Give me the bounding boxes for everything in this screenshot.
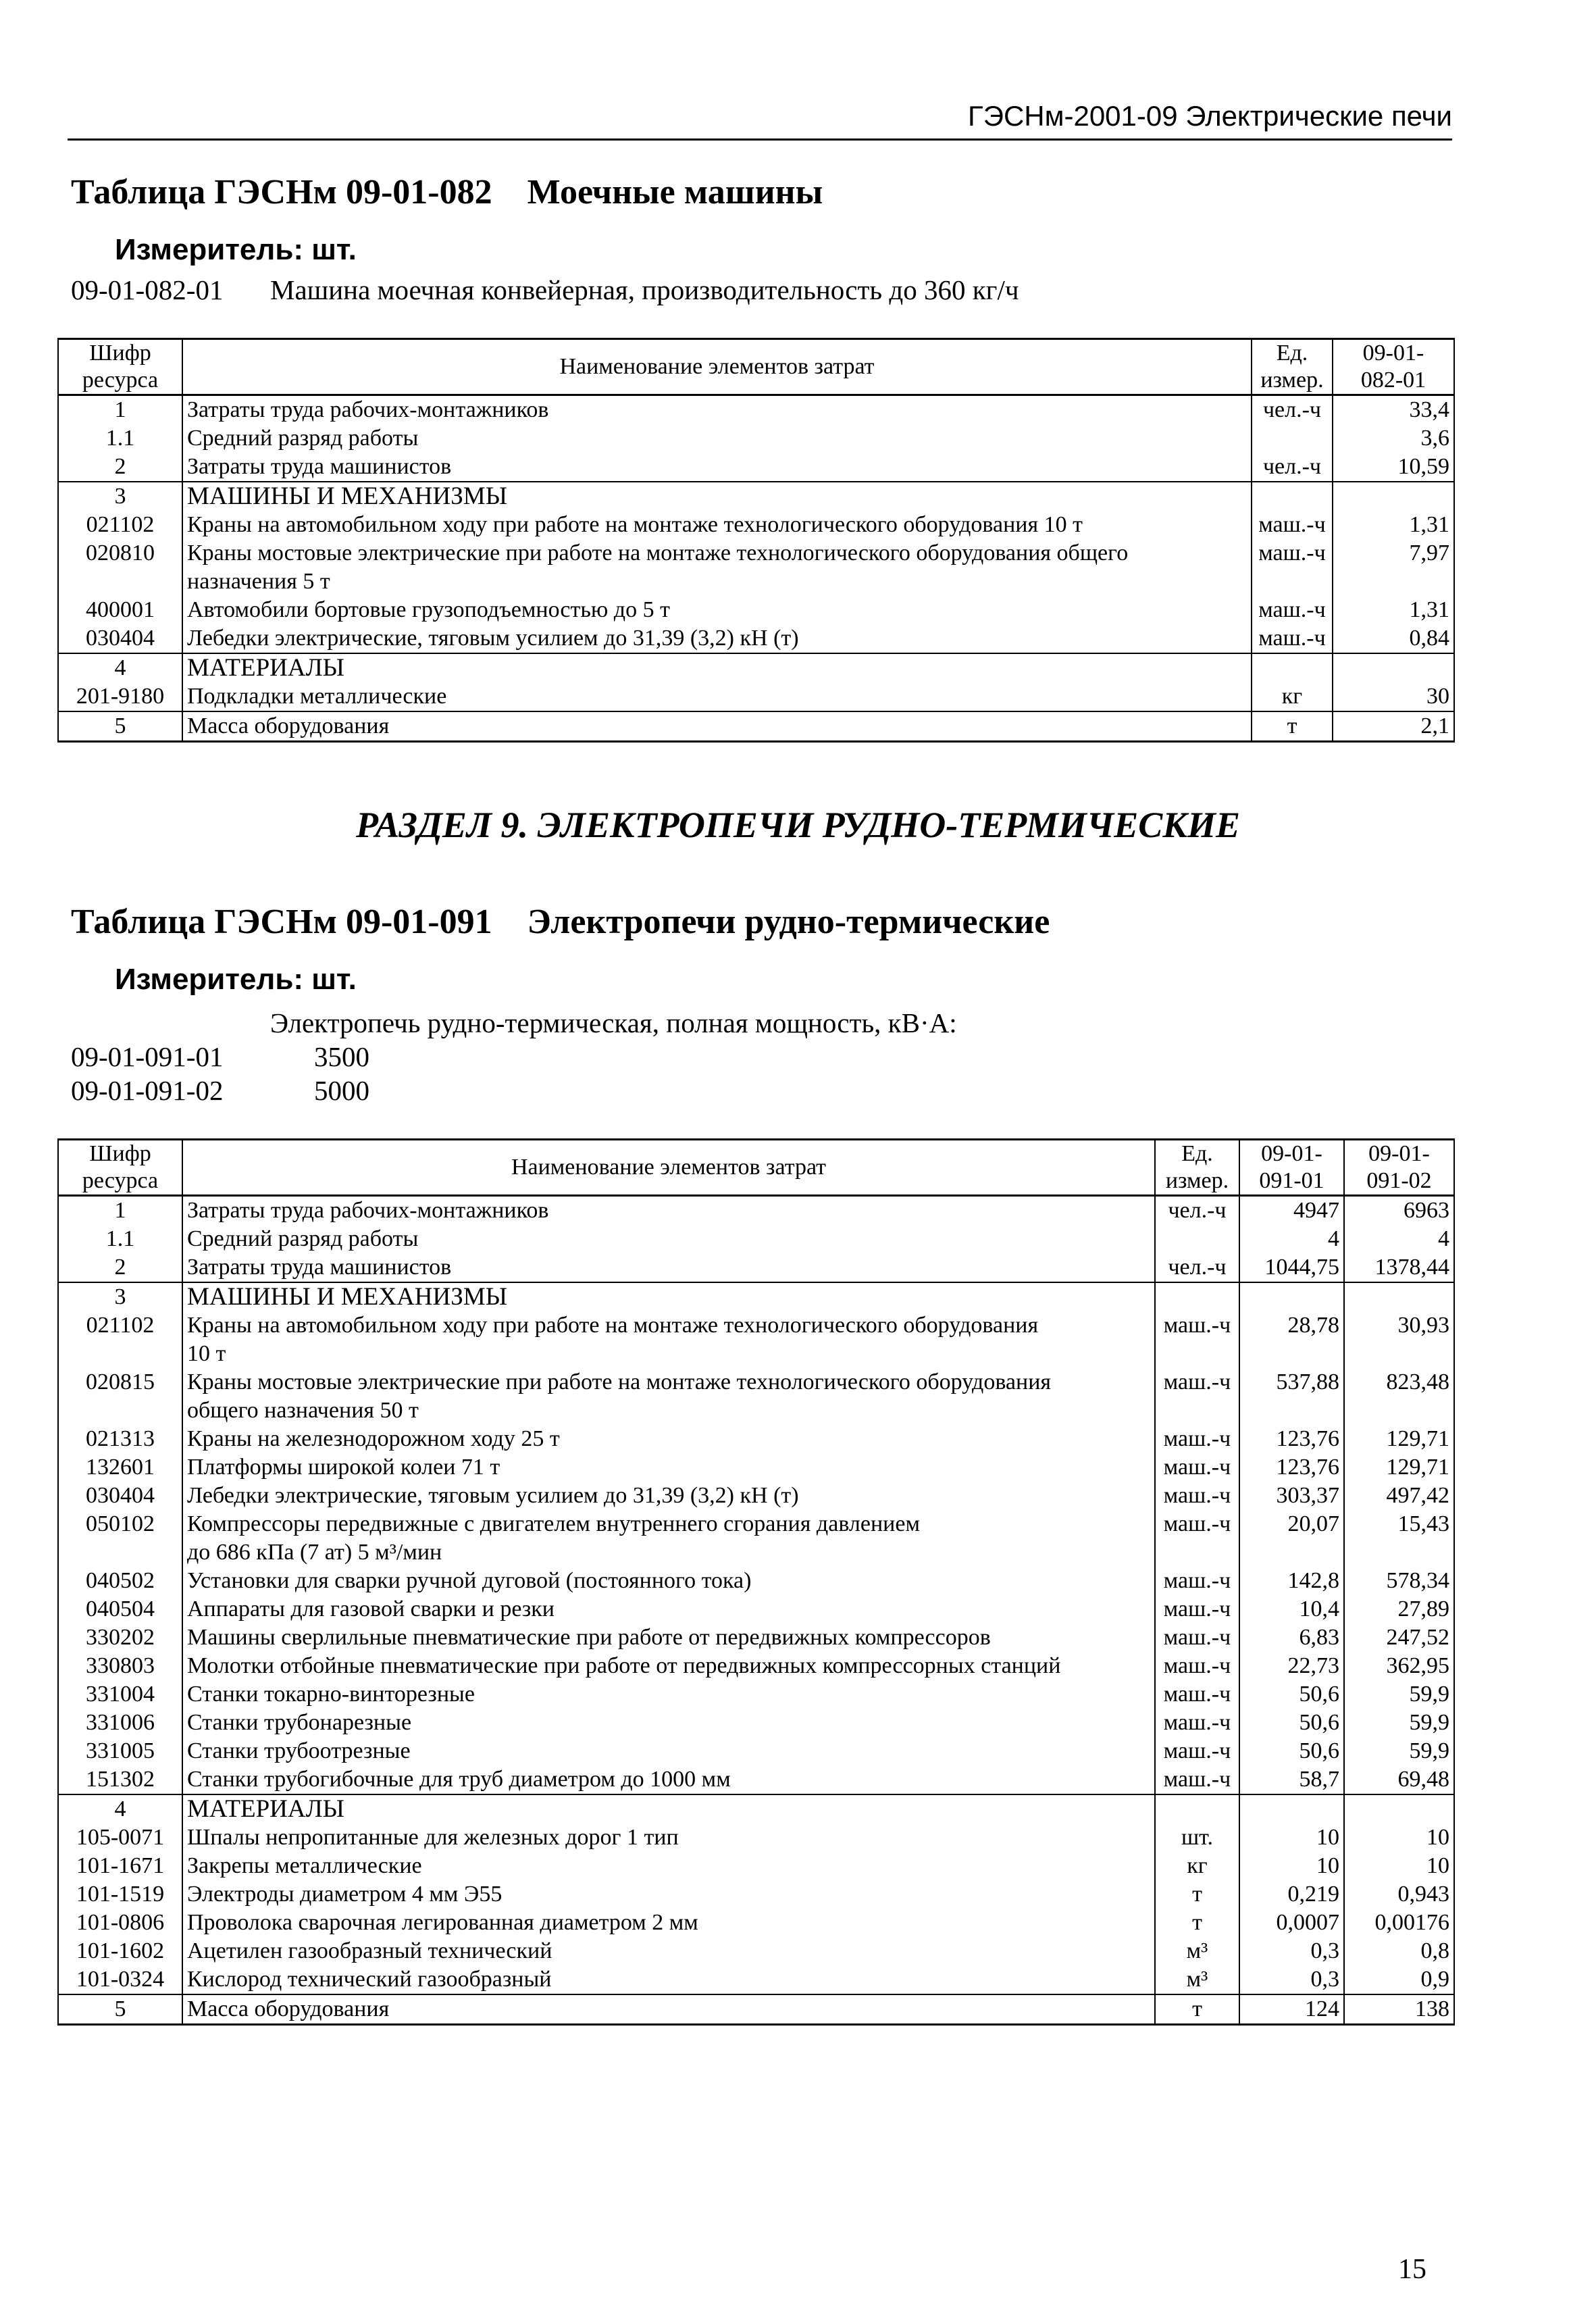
header-code-line2: ресурса: [82, 1168, 159, 1193]
cell-unit: маш.-ч: [1155, 1453, 1239, 1482]
table-1-description: Машина моечная конвейерная, производительность до 360 кг/ч: [270, 274, 1019, 305]
header-col-2-line2: 091-02: [1366, 1168, 1432, 1193]
cell-value-1: 10,59: [1333, 453, 1454, 482]
cell-code: [58, 1538, 182, 1567]
header-code-line1: Шифр: [89, 341, 151, 366]
variant-code: 09-01-091-02: [71, 1075, 224, 1106]
header-code: [58, 1140, 182, 1196]
cell-value-2: 129,71: [1344, 1453, 1454, 1482]
cell-name: Проволока сварочная легированная диаметром 2 мм: [182, 1909, 1155, 1937]
cell-code: 101-0324: [58, 1965, 182, 1994]
cell-name: Подкладки металлические: [182, 682, 1252, 711]
header-code-line1: Шифр: [89, 1141, 151, 1166]
cell-value-1: 1,31: [1333, 511, 1454, 539]
cell-unit: маш.-ч: [1155, 1595, 1239, 1624]
cell-unit: кг: [1252, 682, 1333, 711]
table-row: [58, 1453, 1454, 1482]
cell-code: 1.1: [58, 1225, 182, 1253]
header-unit-line1: Ед.: [1276, 341, 1308, 366]
header-col-1-line1: 09-01-: [1261, 1141, 1322, 1166]
cell-value-1: 50,6: [1239, 1709, 1344, 1737]
cell-value-2: 823,48: [1344, 1368, 1454, 1397]
cell-name: Краны мостовые электрические при работе на монтаже технологического оборудования общего: [182, 539, 1252, 568]
cell-value-1: 1,31: [1333, 596, 1454, 624]
header-code-line2: ресурса: [82, 368, 159, 393]
table-2-title: [71, 902, 1050, 942]
cell-name: Платформы широкой колеи 71 т: [182, 1453, 1155, 1482]
cell-value-2: [1344, 1794, 1454, 1823]
cell-value-2: 30,93: [1344, 1311, 1454, 1340]
cell-code: 105-0071: [58, 1823, 182, 1852]
cell-value-2: 0,9: [1344, 1965, 1454, 1994]
cell-name: Краны на железнодорожном ходу 25 т: [182, 1425, 1155, 1453]
cell-value-1: 142,8: [1239, 1567, 1344, 1595]
cell-unit: маш.-ч: [1155, 1425, 1239, 1453]
section-heading: РАЗДЕЛ 9. ЭЛЕКТРОПЕЧИ РУДНО-ТЕРМИЧЕСКИЕ: [356, 805, 1240, 845]
cell-code: 050102: [58, 1510, 182, 1538]
cell-unit: маш.-ч: [1155, 1737, 1239, 1765]
cell-value-2: 69,48: [1344, 1765, 1454, 1794]
cell-name: Шпалы непропитанные для железных дорог 1 тип: [182, 1823, 1155, 1852]
cell-code: 021102: [58, 511, 182, 539]
cell-name: общего назначения 50 т: [182, 1397, 1155, 1425]
header-unit: [1155, 1140, 1239, 1196]
cell-name: Затраты труда машинистов: [182, 453, 1252, 482]
cell-unit: маш.-ч: [1155, 1567, 1239, 1595]
cell-code: 040502: [58, 1567, 182, 1595]
cell-unit: [1155, 1340, 1239, 1368]
cell-code: 3: [58, 482, 182, 511]
cell-code: 151302: [58, 1765, 182, 1794]
table-row: [58, 1538, 1454, 1567]
header-unit-line1: Ед.: [1181, 1141, 1213, 1166]
table-row: [58, 1282, 1454, 1311]
cell-unit: кг: [1155, 1852, 1239, 1880]
cell-value-2: 0,8: [1344, 1937, 1454, 1965]
cell-code: 400001: [58, 596, 182, 624]
table-row: [58, 1880, 1454, 1909]
table-2-title-name: Электропечи рудно-термические: [527, 903, 1050, 941]
cell-value-1: 537,88: [1239, 1368, 1344, 1397]
table-row: [58, 1595, 1454, 1624]
cell-name: Автомобили бортовые грузоподъемностью до 5 т: [182, 596, 1252, 624]
cell-value-2: 497,42: [1344, 1482, 1454, 1510]
header-col-1: [1333, 339, 1454, 395]
cell-name: МАТЕРИАЛЫ: [182, 1794, 1155, 1823]
cell-unit: м³: [1155, 1965, 1239, 1994]
table-row: [58, 424, 1454, 453]
cell-code: 030404: [58, 1482, 182, 1510]
header-col-1-line2: 082-01: [1360, 368, 1426, 393]
cell-value-1: 0,3: [1239, 1937, 1344, 1965]
cell-name: Затраты труда рабочих-монтажников: [182, 395, 1252, 425]
table-2-header-row: [58, 1140, 1454, 1196]
table-row: [58, 1794, 1454, 1823]
table-row: [58, 596, 1454, 624]
table-row: [58, 1567, 1454, 1595]
cell-name: Средний разряд работы: [182, 1225, 1155, 1253]
cell-value-1: [1333, 653, 1454, 682]
cell-value-1: 6,83: [1239, 1624, 1344, 1652]
table-row: [58, 395, 1454, 425]
cell-name: Лебедки электрические, тяговым усилием до 31,39 (3,2) кН (т): [182, 1482, 1155, 1510]
table-1: [57, 338, 1455, 743]
table-2: [57, 1138, 1455, 2026]
cell-code: 020815: [58, 1368, 182, 1397]
cell-name: Масса оборудования: [182, 1994, 1155, 2025]
table-row: [58, 1709, 1454, 1737]
cell-value-2: 578,34: [1344, 1567, 1454, 1595]
cell-code: 2: [58, 1253, 182, 1282]
cell-code: 201-9180: [58, 682, 182, 711]
cell-code: 331006: [58, 1709, 182, 1737]
cell-name: назначения 5 т: [182, 568, 1252, 596]
variant-code: 09-01-091-01: [71, 1041, 224, 1072]
cell-value-1: 20,07: [1239, 1510, 1344, 1538]
table-row: [58, 482, 1454, 511]
cell-value-1: 123,76: [1239, 1425, 1344, 1453]
cell-code: 132601: [58, 1453, 182, 1482]
cell-unit: маш.-ч: [1155, 1652, 1239, 1680]
cell-value-1: 303,37: [1239, 1482, 1344, 1510]
cell-unit: чел.-ч: [1252, 395, 1333, 425]
cell-unit: маш.-ч: [1155, 1709, 1239, 1737]
table-2-body: [58, 1196, 1454, 2025]
cell-code: 040504: [58, 1595, 182, 1624]
cell-code: 5: [58, 711, 182, 742]
table-row: [58, 1852, 1454, 1880]
cell-unit: [1155, 1397, 1239, 1425]
header-unit-line2: измер.: [1260, 368, 1324, 393]
table-row: [58, 1994, 1454, 2025]
table-row: [58, 511, 1454, 539]
table-2-title-code: Таблица ГЭСНм 09-01-091: [71, 903, 492, 941]
cell-value-2: 0,943: [1344, 1880, 1454, 1909]
header-col-1: [1239, 1140, 1344, 1196]
table-2-description: Электропечь рудно-термическая, полная мощность, кВ·А:: [270, 1007, 957, 1038]
cell-unit: маш.-ч: [1155, 1368, 1239, 1397]
cell-unit: т: [1252, 711, 1333, 742]
cell-value-1: 124: [1239, 1994, 1344, 2025]
cell-name: Станки трубоотрезные: [182, 1737, 1155, 1765]
table-1-title-code: Таблица ГЭСНм 09-01-082: [71, 173, 492, 211]
cell-code: 2: [58, 453, 182, 482]
cell-name: Закрепы металлические: [182, 1852, 1155, 1880]
cell-code: 1: [58, 1196, 182, 1226]
table-1-title-name: Моечные машины: [527, 173, 823, 211]
table-row: [58, 1510, 1454, 1538]
cell-value-1: 7,97: [1333, 539, 1454, 568]
cell-unit: [1155, 1225, 1239, 1253]
cell-name: Затраты труда рабочих-монтажников: [182, 1196, 1155, 1226]
cell-value-2: 0,00176: [1344, 1909, 1454, 1937]
cell-name: Установки для сварки ручной дуговой (постоянного тока): [182, 1567, 1155, 1595]
page-header: ГЭСНм-2001-09 Электрические печи: [968, 100, 1452, 132]
table-row: [58, 1937, 1454, 1965]
table-1-title: [71, 172, 823, 212]
header-col-1-line1: 09-01-: [1362, 341, 1424, 366]
cell-code: 020810: [58, 539, 182, 568]
cell-code: 101-1519: [58, 1880, 182, 1909]
header-col-1-line2: 091-01: [1259, 1168, 1324, 1193]
cell-name: МАШИНЫ И МЕХАНИЗМЫ: [182, 482, 1252, 511]
table-row: [58, 1680, 1454, 1709]
table-row: [58, 1765, 1454, 1794]
header-col-2: [1344, 1140, 1454, 1196]
cell-unit: маш.-ч: [1155, 1510, 1239, 1538]
cell-name: Лебедки электрические, тяговым усилием до 31,39 (3,2) кН (т): [182, 624, 1252, 653]
cell-code: 1.1: [58, 424, 182, 453]
cell-value-2: [1344, 1397, 1454, 1425]
cell-code: [58, 1397, 182, 1425]
variant-value: 3500: [314, 1041, 369, 1072]
cell-name: до 686 кПа (7 ат) 5 м³/мин: [182, 1538, 1155, 1567]
cell-code: 330202: [58, 1624, 182, 1652]
table-row: [58, 539, 1454, 568]
cell-value-2: [1344, 1282, 1454, 1311]
cell-unit: маш.-ч: [1155, 1765, 1239, 1794]
cell-unit: м³: [1155, 1937, 1239, 1965]
cell-code: 021313: [58, 1425, 182, 1453]
header-col-2-line1: 09-01-: [1368, 1141, 1430, 1166]
table-2-unit: Измеритель: шт.: [115, 963, 357, 996]
cell-value-1: 10,4: [1239, 1595, 1344, 1624]
cell-code: 101-1602: [58, 1937, 182, 1965]
cell-code: 330803: [58, 1652, 182, 1680]
cell-name: Станки токарно-винторезные: [182, 1680, 1155, 1709]
cell-name: Затраты труда машинистов: [182, 1253, 1155, 1282]
table-row: [58, 1482, 1454, 1510]
cell-code: 4: [58, 1794, 182, 1823]
cell-code: 101-0806: [58, 1909, 182, 1937]
cell-value-1: 33,4: [1333, 395, 1454, 425]
cell-value-1: 2,1: [1333, 711, 1454, 742]
table-row: [58, 1196, 1454, 1226]
cell-value-2: 6963: [1344, 1196, 1454, 1226]
cell-value-2: 247,52: [1344, 1624, 1454, 1652]
table-row: [58, 624, 1454, 653]
cell-name: Масса оборудования: [182, 711, 1252, 742]
variant-value: 5000: [314, 1075, 369, 1106]
cell-unit: [1155, 1794, 1239, 1823]
cell-code: 101-1671: [58, 1852, 182, 1880]
cell-code: 021102: [58, 1311, 182, 1340]
cell-value-2: 59,9: [1344, 1680, 1454, 1709]
cell-unit: шт.: [1155, 1823, 1239, 1852]
cell-value-1: 0,3: [1239, 1965, 1344, 1994]
cell-name: Станки трубогибочные для труб диаметром до 1000 мм: [182, 1765, 1155, 1794]
table-row: [58, 1368, 1454, 1397]
cell-name: Компрессоры передвижные с двигателем внутреннего сгорания давлением: [182, 1510, 1155, 1538]
cell-value-2: 15,43: [1344, 1510, 1454, 1538]
cell-name: Краны мостовые электрические при работе на монтаже технологического оборудования: [182, 1368, 1155, 1397]
cell-unit: маш.-ч: [1252, 539, 1333, 568]
cell-name: Аппараты для газовой сварки и резки: [182, 1595, 1155, 1624]
cell-value-1: 4: [1239, 1225, 1344, 1253]
cell-name: Электроды диаметром 4 мм Э55: [182, 1880, 1155, 1909]
cell-value-1: 10: [1239, 1852, 1344, 1880]
cell-value-1: [1239, 1538, 1344, 1567]
cell-code: 331005: [58, 1737, 182, 1765]
table-row: [58, 1652, 1454, 1680]
table-row: [58, 1253, 1454, 1282]
cell-value-1: [1239, 1282, 1344, 1311]
cell-unit: т: [1155, 1994, 1239, 2025]
table-1-header-row: [58, 339, 1454, 395]
cell-unit: [1252, 568, 1333, 596]
cell-unit: маш.-ч: [1252, 511, 1333, 539]
cell-value-2: [1344, 1340, 1454, 1368]
cell-value-2: 1378,44: [1344, 1253, 1454, 1282]
cell-code: 5: [58, 1994, 182, 2025]
cell-unit: т: [1155, 1880, 1239, 1909]
cell-unit: чел.-ч: [1155, 1253, 1239, 1282]
table-row: [58, 1823, 1454, 1852]
cell-unit: [1155, 1538, 1239, 1567]
table-row: [58, 653, 1454, 682]
cell-name: Станки трубонарезные: [182, 1709, 1155, 1737]
cell-value-1: 123,76: [1239, 1453, 1344, 1482]
table-row: [58, 1397, 1454, 1425]
table-row: [58, 682, 1454, 711]
cell-value-1: [1333, 568, 1454, 596]
cell-value-1: 28,78: [1239, 1311, 1344, 1340]
cell-value-2: [1344, 1538, 1454, 1567]
cell-unit: маш.-ч: [1252, 624, 1333, 653]
table-row: [58, 711, 1454, 742]
cell-value-1: 0,219: [1239, 1880, 1344, 1909]
table-row: [58, 568, 1454, 596]
cell-unit: [1252, 482, 1333, 511]
header-name: Наименование элементов затрат: [182, 1140, 1155, 1196]
table-row: [58, 1340, 1454, 1368]
cell-code: 3: [58, 1282, 182, 1311]
cell-value-1: 10: [1239, 1823, 1344, 1852]
table-row: [58, 1624, 1454, 1652]
cell-unit: маш.-ч: [1252, 596, 1333, 624]
cell-code: [58, 568, 182, 596]
table-row: [58, 1909, 1454, 1937]
cell-unit: маш.-ч: [1155, 1624, 1239, 1652]
cell-value-1: 0,0007: [1239, 1909, 1344, 1937]
cell-name: Краны на автомобильном ходу при работе на монтаже технологического оборудования 10 т: [182, 511, 1252, 539]
cell-unit: чел.-ч: [1252, 453, 1333, 482]
cell-value-2: 10: [1344, 1852, 1454, 1880]
table-1-unit: Измеритель: шт.: [115, 233, 357, 266]
cell-value-2: 27,89: [1344, 1595, 1454, 1624]
table-1-description-code: 09-01-082-01: [71, 274, 224, 305]
cell-value-1: 4947: [1239, 1196, 1344, 1226]
cell-name: МАТЕРИАЛЫ: [182, 653, 1252, 682]
cell-value-1: 50,6: [1239, 1680, 1344, 1709]
cell-value-1: 0,84: [1333, 624, 1454, 653]
cell-code: 030404: [58, 624, 182, 653]
table-row: [58, 1965, 1454, 1994]
cell-unit: маш.-ч: [1155, 1482, 1239, 1510]
cell-code: [58, 1340, 182, 1368]
cell-unit: [1252, 424, 1333, 453]
cell-unit: маш.-ч: [1155, 1680, 1239, 1709]
cell-value-1: [1239, 1340, 1344, 1368]
header-divider: [68, 139, 1452, 141]
cell-unit: [1252, 653, 1333, 682]
cell-code: 1: [58, 395, 182, 425]
cell-value-2: 59,9: [1344, 1709, 1454, 1737]
cell-value-2: 10: [1344, 1823, 1454, 1852]
cell-value-1: 30: [1333, 682, 1454, 711]
header-code: [58, 339, 182, 395]
cell-value-1: 22,73: [1239, 1652, 1344, 1680]
cell-value-2: 138: [1344, 1994, 1454, 2025]
cell-value-1: 1044,75: [1239, 1253, 1344, 1282]
table-1-body: [58, 395, 1454, 742]
header-unit-line2: измер.: [1165, 1168, 1229, 1193]
cell-value-2: 362,95: [1344, 1652, 1454, 1680]
cell-name: Ацетилен газообразный технический: [182, 1937, 1155, 1965]
cell-name: Кислород технический газообразный: [182, 1965, 1155, 1994]
cell-name: 10 т: [182, 1340, 1155, 1368]
cell-name: Машины сверлильные пневматические при работе от передвижных компрессоров: [182, 1624, 1155, 1652]
table-row: [58, 1225, 1454, 1253]
header-unit: [1252, 339, 1333, 395]
cell-value-2: 4: [1344, 1225, 1454, 1253]
table-row: [58, 453, 1454, 482]
cell-name: Средний разряд работы: [182, 424, 1252, 453]
cell-name: Краны на автомобильном ходу при работе на монтаже технологического оборудования: [182, 1311, 1155, 1340]
cell-unit: маш.-ч: [1155, 1311, 1239, 1340]
header-name: Наименование элементов затрат: [182, 339, 1252, 395]
cell-value-1: [1239, 1794, 1344, 1823]
cell-value-1: [1239, 1397, 1344, 1425]
page-number: 15: [1398, 2254, 1426, 2285]
cell-value-2: 59,9: [1344, 1737, 1454, 1765]
cell-value-1: 50,6: [1239, 1737, 1344, 1765]
cell-name: МАШИНЫ И МЕХАНИЗМЫ: [182, 1282, 1155, 1311]
table-row: [58, 1311, 1454, 1340]
cell-value-2: 129,71: [1344, 1425, 1454, 1453]
cell-unit: [1155, 1282, 1239, 1311]
cell-unit: т: [1155, 1909, 1239, 1937]
cell-name: Молотки отбойные пневматические при работе от передвижных компрессорных станций: [182, 1652, 1155, 1680]
cell-value-1: 58,7: [1239, 1765, 1344, 1794]
cell-code: 331004: [58, 1680, 182, 1709]
cell-value-1: [1333, 482, 1454, 511]
cell-unit: чел.-ч: [1155, 1196, 1239, 1226]
table-row: [58, 1425, 1454, 1453]
cell-code: 4: [58, 653, 182, 682]
cell-value-1: 3,6: [1333, 424, 1454, 453]
table-row: [58, 1737, 1454, 1765]
